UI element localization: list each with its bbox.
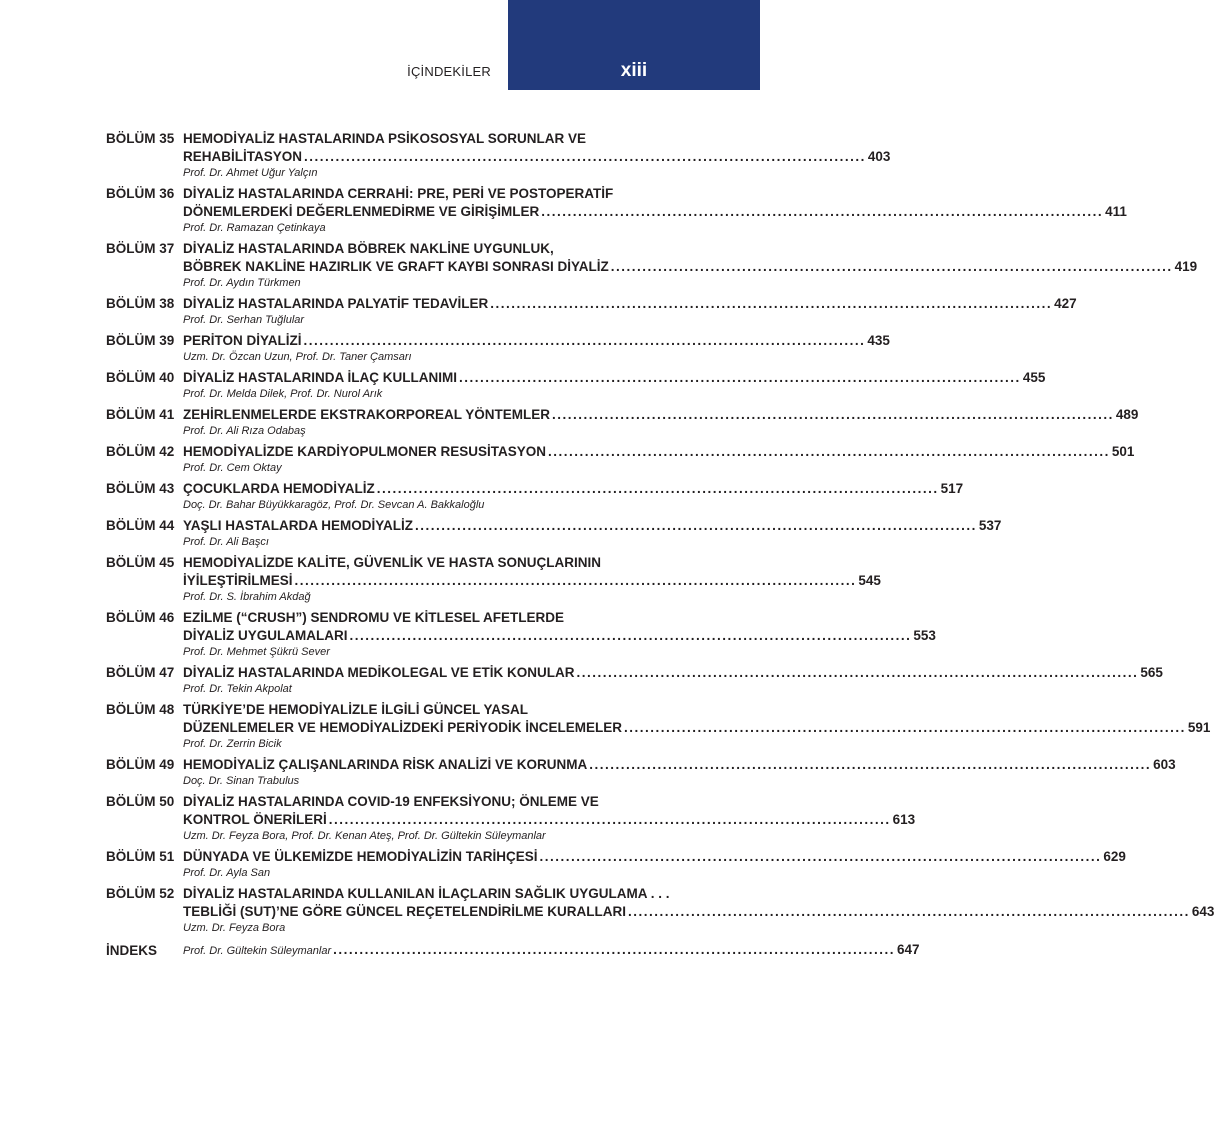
chapter-author: Uzm. Dr. Özcan Uzun, Prof. Dr. Taner Çamsarı — [183, 351, 412, 363]
entry-body — [183, 848, 1126, 881]
chapter-title-line — [183, 480, 964, 498]
chapter-title: DİYALİZ HASTALARINDA İLAÇ KULLANIMI — [183, 370, 457, 385]
entry-body — [183, 885, 1214, 936]
page-ref: 411 — [1105, 204, 1127, 219]
page-ref: 553 — [913, 628, 936, 643]
entry-body — [183, 240, 1198, 291]
dot-leader: ........................................................................................................... — [376, 481, 939, 496]
page-ref: 403 — [867, 149, 891, 164]
dot-leader: ........................................................................................................... — [349, 628, 912, 643]
toc-entry[interactable] — [106, 369, 1046, 402]
toc-entry[interactable] — [106, 443, 1135, 476]
chapter-number: BÖLÜM 50 — [106, 794, 175, 809]
chapter-author: Prof. Dr. Ali Rıza Odabaş — [183, 425, 306, 437]
page-ref: 613 — [892, 812, 916, 827]
chapter-title: DİYALİZ HASTALARINDA BÖBREK NAKLİNE UYGUNLUK, — [183, 241, 554, 256]
chapter-title: HEMODİYALİZDE KALİTE, GÜVENLİK VE HASTA SONUÇLARININ — [183, 555, 602, 570]
chapter-title: ÇOCUKLARDA HEMODİYALİZ — [183, 481, 375, 496]
dot-leader: ........................................................................................................... — [589, 757, 1152, 772]
entry-body — [183, 664, 1163, 697]
chapter-author: Prof. Dr. Aydın Türkmen — [183, 277, 301, 289]
chapter-title-line — [183, 332, 890, 350]
chapter-author: Prof. Dr. Mehmet Şükrü Sever — [183, 646, 330, 658]
entry-body — [183, 332, 890, 365]
page-ref: 537 — [978, 518, 1002, 533]
dot-leader: ........................................................................................................... — [628, 904, 1190, 919]
chapter-title-line — [183, 258, 1198, 276]
chapter-author: Uzm. Dr. Feyza Bora, Prof. Dr. Kenan Ateş, Prof. Dr. Gültekin Süleymanlar — [183, 830, 546, 842]
chapter-title: DÜNYADA VE ÜLKEMİZDE HEMODİYALİZİN TARİHÇESİ — [183, 849, 538, 864]
chapter-number: BÖLÜM 44 — [106, 518, 175, 533]
header-title: İÇİNDEKİLER — [407, 64, 491, 79]
chapter-number: BÖLÜM 38 — [106, 296, 175, 311]
page-ref: 565 — [1140, 665, 1163, 680]
entry-body — [183, 756, 1176, 789]
toc-entry[interactable] — [106, 793, 916, 844]
dot-leader: ........................................................................................................... — [548, 444, 1110, 459]
chapter-number: BÖLÜM 36 — [106, 186, 175, 201]
dot-leader: ........................................................................................................... — [294, 573, 857, 588]
chapter-title-line — [183, 793, 672, 811]
entry-body — [183, 609, 936, 660]
dot-leader: ........................................................................................................... — [333, 942, 895, 957]
entry-body — [183, 406, 1139, 439]
chapter-number: BÖLÜM 52 — [106, 886, 175, 901]
page-ref: 647 — [897, 942, 920, 957]
table-of-contents — [106, 130, 1214, 964]
index-body — [183, 942, 920, 960]
chapter-title: REHABİLİTASYON — [183, 149, 303, 164]
chapter-title: TEBLİĞİ (SUT)’NE GÖRE GÜNCEL REÇETELENDİRİLME KURALLARI — [183, 904, 627, 919]
toc-entry[interactable] — [106, 756, 1176, 789]
dot-leader: ........................................................................................................... — [304, 149, 866, 164]
page-ref: 427 — [1054, 296, 1077, 311]
chapter-title-line — [183, 903, 1214, 921]
dot-leader: ........................................................................................................... — [552, 407, 1114, 422]
chapter-number: BÖLÜM 40 — [106, 370, 175, 385]
chapter-title: DİYALİZ UYGULAMALARI — [183, 628, 348, 643]
page-ref: 545 — [858, 573, 881, 588]
chapter-number: BÖLÜM 42 — [106, 444, 175, 459]
chapter-number: BÖLÜM 43 — [106, 481, 175, 496]
dot-leader: ........................................................................................................... — [328, 812, 891, 827]
chapter-title: HEMODİYALİZ HASTALARINDA PSİKOSOSYAL SORUNLAR VE — [183, 131, 587, 146]
chapter-title: HEMODİYALİZ ÇALIŞANLARINDA RİSK ANALİZİ VE KORUNMA — [183, 757, 588, 772]
toc-entry[interactable] — [106, 406, 1139, 439]
chapter-title: ZEHİRLENMELERDE EKSTRAKORPOREAL YÖNTEMLER — [183, 407, 551, 422]
chapter-author: Uzm. Dr. Feyza Bora — [183, 922, 286, 934]
chapter-title-line — [183, 554, 672, 572]
page-ref: 489 — [1115, 407, 1139, 422]
dot-leader: ........................................................................................................... — [576, 665, 1139, 680]
dot-leader: ........................................................................................................... — [624, 720, 1186, 735]
chapter-title-line — [183, 203, 1127, 221]
toc-entry[interactable] — [106, 848, 1126, 881]
entry-body — [183, 480, 964, 513]
chapter-title-line — [183, 406, 1139, 424]
page-ref: 435 — [867, 333, 890, 348]
chapter-author: Prof. Dr. Ramazan Çetinkaya — [183, 222, 326, 234]
chapter-title: PERİTON DİYALİZİ — [183, 333, 302, 348]
chapter-title: YAŞLI HASTALARDA HEMODİYALİZ — [183, 518, 414, 533]
chapter-title: BÖBREK NAKLİNE HAZIRLIK VE GRAFT KAYBI SONRASI DİYALİZ — [183, 259, 609, 274]
page-number: xiii — [620, 60, 648, 81]
toc-entry[interactable] — [106, 185, 1127, 236]
dot-leader: ........................................................................................................... — [610, 259, 1173, 274]
chapter-title: DİYALİZ HASTALARINDA COVID-19 ENFEKSİYONU; ÖNLEME VE — [183, 794, 599, 809]
chapter-number: BÖLÜM 35 — [106, 131, 175, 146]
page-ref: 501 — [1111, 444, 1135, 459]
chapter-title: DÖNEMLERDEKİ DEĞERLENMEDİRME VE GİRİŞİMLER — [183, 204, 540, 219]
dot-leader: ........................................................................................................... — [490, 296, 1053, 311]
chapter-title-line — [183, 756, 1176, 774]
chapter-number: BÖLÜM 51 — [106, 849, 175, 864]
toc-entry[interactable] — [106, 885, 1214, 936]
toc-entry[interactable] — [106, 609, 936, 660]
chapter-title-line — [183, 185, 672, 203]
chapter-title-line — [183, 295, 1077, 313]
chapter-title: DÜZENLEMELER VE HEMODİYALİZDEKİ PERİYODİK İNCELEMELER — [183, 720, 623, 735]
dot-leader: ........................................................................................................... — [539, 849, 1102, 864]
toc-entry[interactable] — [106, 130, 891, 181]
entry-body — [183, 443, 1135, 476]
chapter-title-line — [183, 719, 1211, 737]
entry-body — [183, 369, 1046, 402]
toc-entry[interactable] — [106, 332, 890, 365]
chapter-title: DİYALİZ HASTALARINDA KULLANILAN İLAÇLARIN SAĞLIK UYGULAMA . . . — [183, 886, 670, 901]
chapter-title-line — [183, 811, 916, 829]
dot-leader: ........................................................................................................... — [541, 204, 1104, 219]
chapter-number: BÖLÜM 41 — [106, 407, 175, 422]
toc-entry[interactable] — [106, 480, 964, 513]
entry-body — [183, 701, 1211, 752]
entry-body — [183, 185, 1127, 236]
chapter-title: DİYALİZ HASTALARINDA PALYATİF TEDAVİLER — [183, 296, 489, 311]
index-author: Prof. Dr. Gültekin Süleymanlar — [183, 945, 332, 957]
chapter-author: Prof. Dr. Melda Dilek, Prof. Dr. Nurol Arık — [183, 388, 383, 400]
entry-body — [183, 517, 1002, 550]
page-ref: 591 — [1187, 720, 1211, 735]
page-ref: 603 — [1153, 757, 1176, 772]
page-ref: 629 — [1103, 849, 1126, 864]
toc-entry[interactable] — [106, 240, 1198, 291]
chapter-title-line — [183, 130, 672, 148]
entry-body — [183, 295, 1077, 328]
chapter-author: Prof. Dr. Zerrin Bicik — [183, 738, 282, 750]
chapter-author: Doç. Dr. Sinan Trabulus — [183, 775, 300, 787]
page-ref: 455 — [1022, 370, 1046, 385]
toc-entry[interactable] — [106, 701, 1211, 752]
chapter-number: BÖLÜM 46 — [106, 610, 175, 625]
chapter-author: Doç. Dr. Bahar Büyükkaragöz, Prof. Dr. Sevcan A. Bakkaloğlu — [183, 499, 485, 511]
chapter-title: KONTROL ÖNERİLERİ — [183, 812, 327, 827]
toc-entry[interactable] — [106, 295, 1077, 328]
dot-leader: ........................................................................................................... — [415, 518, 977, 533]
toc-entry[interactable] — [106, 664, 1163, 697]
chapter-title: HEMODİYALİZDE KARDİYOPULMONER RESUSİTASYON — [183, 444, 547, 459]
chapter-number: BÖLÜM 37 — [106, 241, 175, 256]
entry-body — [183, 554, 881, 605]
dot-leader: ........................................................................................................... — [458, 370, 1021, 385]
chapter-title-line — [183, 848, 1126, 866]
page-tab — [508, 0, 760, 90]
chapter-author: Prof. Dr. S. İbrahim Akdağ — [183, 591, 311, 603]
chapter-number: BÖLÜM 39 — [106, 333, 175, 348]
chapter-title: İYİLEŞTİRİLMESİ — [183, 573, 293, 588]
chapter-title-line — [183, 369, 1046, 387]
chapter-number: BÖLÜM 49 — [106, 757, 175, 772]
chapter-title-line — [183, 701, 672, 719]
chapter-title: DİYALİZ HASTALARINDA MEDİKOLEGAL VE ETİK KONULAR — [183, 665, 575, 680]
chapter-title-line — [183, 240, 672, 258]
dot-leader: ........................................................................................................... — [303, 333, 866, 348]
chapter-title-line — [183, 609, 672, 627]
chapter-title-line — [183, 885, 672, 903]
chapter-title-line — [183, 627, 936, 645]
chapter-title-line — [183, 443, 1135, 461]
chapter-number: BÖLÜM 47 — [106, 665, 175, 680]
chapter-title: TÜRKİYE’DE HEMODİYALİZLE İLGİLİ GÜNCEL YASAL — [183, 702, 529, 717]
chapter-title-line — [183, 664, 1163, 682]
chapter-title: DİYALİZ HASTALARINDA CERRAHİ: PRE, PERİ VE POSTOPERATİF — [183, 186, 614, 201]
chapter-author: Prof. Dr. Ahmet Uğur Yalçın — [183, 167, 318, 179]
chapter-title-line — [183, 148, 891, 166]
page-ref: 517 — [940, 481, 964, 496]
chapter-number: BÖLÜM 45 — [106, 555, 175, 570]
index-label: İNDEKS — [106, 943, 158, 958]
chapter-title-line — [183, 572, 881, 590]
chapter-author: Prof. Dr. Ali Başcı — [183, 536, 269, 548]
entry-body — [183, 130, 891, 181]
chapter-author: Prof. Dr. Cem Oktay — [183, 462, 282, 474]
page-ref: 419 — [1174, 259, 1198, 274]
chapter-number: BÖLÜM 48 — [106, 702, 175, 717]
entry-body — [183, 793, 916, 844]
toc-entry[interactable] — [106, 554, 881, 605]
chapter-author: Prof. Dr. Ayla San — [183, 867, 271, 879]
chapter-author: Prof. Dr. Tekin Akpolat — [183, 683, 292, 695]
chapter-title: EZİLME (“CRUSH”) SENDROMU VE KİTLESEL AFETLERDE — [183, 610, 565, 625]
toc-entry[interactable] — [106, 517, 1002, 550]
index-entry[interactable] — [106, 942, 920, 960]
chapter-title-line — [183, 517, 1002, 535]
page-ref: 643 — [1191, 904, 1214, 919]
chapter-author: Prof. Dr. Serhan Tuğlular — [183, 314, 305, 326]
